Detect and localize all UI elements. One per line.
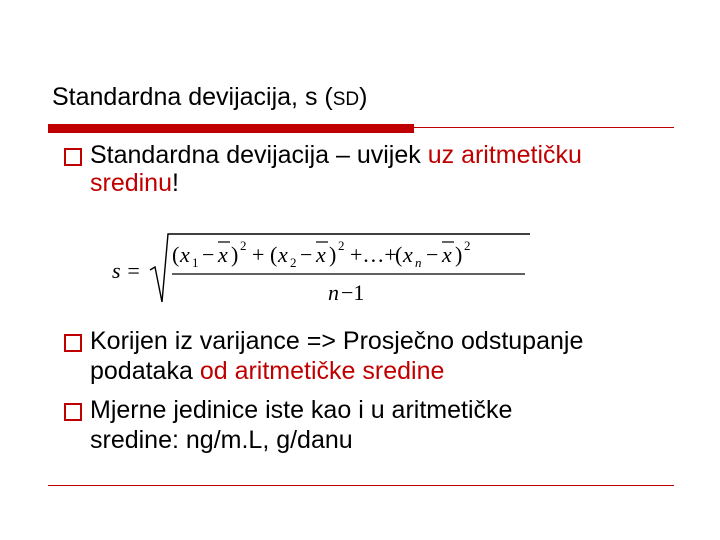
exp-n: 2 xyxy=(464,238,471,253)
title-main: Standardna devijacija, s ( xyxy=(52,83,333,111)
exp-2: 2 xyxy=(338,238,345,253)
title-abbr: SD xyxy=(332,89,360,110)
title-underline-thick xyxy=(48,124,414,133)
bullet-3-text-cont: sredine: ng/m.L, g/danu xyxy=(90,426,353,454)
term-x-2: x xyxy=(278,242,288,267)
bullet-1-text: Standardna devijacija – uvijek xyxy=(90,141,428,169)
bullet-square-icon xyxy=(64,334,82,352)
xbar-n: x xyxy=(442,242,452,267)
term-x-n: x xyxy=(403,242,413,267)
term-sub-n: n xyxy=(415,255,422,270)
denominator-n: n xyxy=(328,280,339,305)
standard-deviation-formula xyxy=(110,228,540,310)
formula-lhs: s = xyxy=(112,258,141,283)
term-sub-1: 1 xyxy=(192,255,199,270)
bullet-2-text-cont: podataka xyxy=(90,357,200,385)
bullet-1-text-end: ! xyxy=(172,169,179,197)
paren-open-2: ( xyxy=(270,242,278,267)
bullet-square-icon xyxy=(64,148,82,166)
bullet-2-text: Korijen iz varijance => Prosječno odstupanje xyxy=(90,327,584,355)
footer-divider xyxy=(48,485,674,486)
exp-1: 2 xyxy=(240,238,247,253)
bullet-square-icon xyxy=(64,403,82,421)
title-underline-thin xyxy=(414,127,674,128)
title-underline xyxy=(48,124,674,133)
bullet-1-highlight: uz aritmetičku xyxy=(427,141,582,169)
bullet-3-text: Mjerne jedinice iste kao i u aritmetičke xyxy=(90,396,513,424)
formula-svg xyxy=(110,228,540,310)
plus-dots: +…+ xyxy=(350,242,397,267)
formula-numerator xyxy=(172,238,471,270)
slide-title xyxy=(52,80,367,117)
title-close: ) xyxy=(359,83,368,111)
paren-open-n: ( xyxy=(395,242,403,267)
denominator-rest: −1 xyxy=(341,280,365,305)
term-x-1: x xyxy=(180,242,190,267)
bullet-2-highlight: od aritmetičke sredine xyxy=(199,357,445,385)
minus-1: − xyxy=(202,242,215,267)
paren-close-2: ) xyxy=(329,242,337,267)
minus-n: − xyxy=(426,242,439,267)
paren-close-1: ) xyxy=(231,242,239,267)
paren-close-n: ) xyxy=(455,242,463,267)
plus-1: + xyxy=(252,242,265,267)
xbar-1: x xyxy=(218,242,228,267)
minus-2: − xyxy=(300,242,313,267)
bullet-1-highlight-cont: sredinu xyxy=(90,169,172,197)
paren-open-1: ( xyxy=(172,242,180,267)
xbar-2: x xyxy=(316,242,326,267)
term-sub-2: 2 xyxy=(290,255,297,270)
